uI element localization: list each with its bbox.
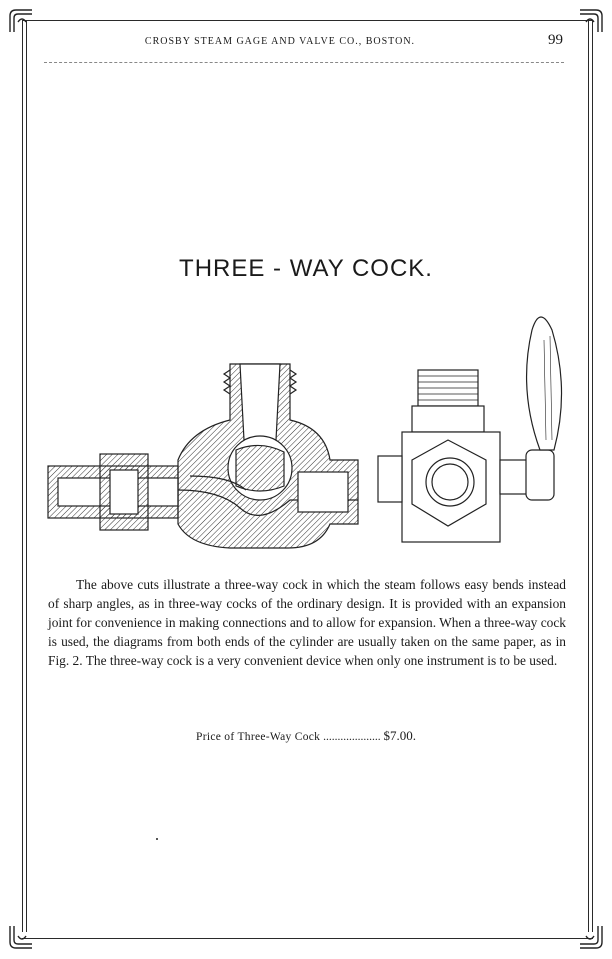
header-rule <box>44 62 564 64</box>
price-label: Price of Three-Way Cock <box>196 731 321 743</box>
external-view <box>378 317 562 542</box>
price-leader: .................... <box>323 731 381 743</box>
corner-ornament-top-right <box>576 6 606 36</box>
description-text: The above cuts illustrate a three-way cock in which the steam follows easy bends instead of sharp angles, as in three-way cocks of the ordinary design. It is provided with an expansion joint for convenience in making connections and to allow for expansion. When a three-way cock is used, the diagrams from both ends of the cylinder are usually taken on the same paper, as in Fig. 2. The three-way cock is a very convenient device when only one instrument is to be used. <box>48 577 566 668</box>
page-number: 99 <box>548 32 563 48</box>
corner-ornament-top-left <box>6 6 36 36</box>
corner-ornament-bottom-right <box>576 922 606 952</box>
three-way-cock-illustration <box>40 300 580 550</box>
corner-ornament-bottom-left <box>6 922 36 952</box>
print-speck <box>156 838 158 840</box>
page-title: THREE - WAY COCK. <box>179 255 433 282</box>
price-line <box>0 728 612 744</box>
price-value: $7.00. <box>383 728 416 743</box>
description-paragraph <box>48 575 566 670</box>
sectional-view <box>48 364 358 548</box>
running-head: CROSBY STEAM GAGE AND VALVE CO., BOSTON. <box>144 36 416 47</box>
